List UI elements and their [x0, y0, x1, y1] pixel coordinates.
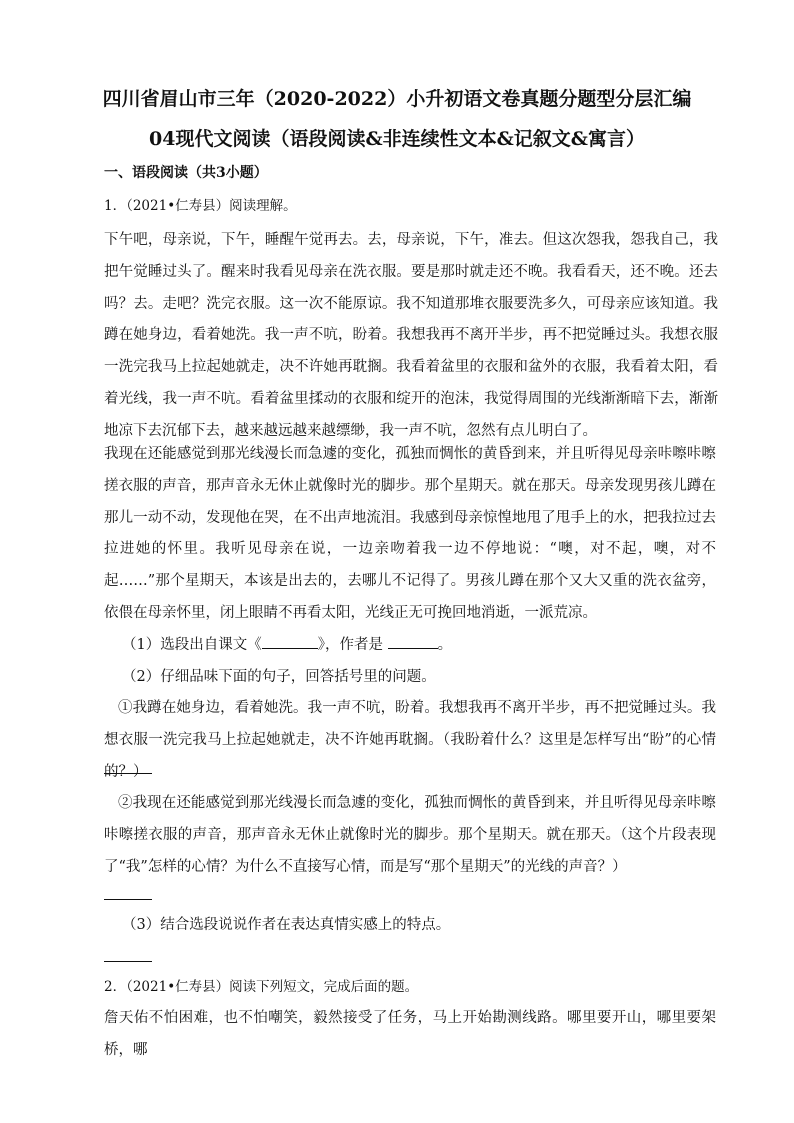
document-subtitle: 04现代文阅读（语段阅读&非连续性文本&记叙文&寓言） [149, 128, 645, 150]
answer-line-sub-3[interactable] [104, 961, 152, 962]
section-heading: 一、语段阅读（共3小题） [104, 165, 268, 181]
question-1-heading: 1．（2021•仁寿县）阅读理解。 [104, 198, 297, 214]
question-2-passage-paragraph-1: 詹天佑不怕困难，也不怕嘲笑，毅然接受了任务，马上开始勘测线路。哪里要开山，哪里要架桥，哪 [104, 1010, 716, 1058]
question-1-sub-2-item-1: ①我蹲在她身边，看着她洗。我一声不吭，盼着。我想我再不离开半步，再不把觉睡过头。我想衣服一洗完我马上拉起她就走，决不许她再耽搁。（我盼着什么？这里是怎样写出“盼”的心情的？） [104, 700, 716, 780]
answer-line-sub-2-item-2[interactable] [104, 899, 152, 900]
question-1-sub-1: （1）选段出自课文《 》，作者是 。 [122, 630, 718, 662]
question-2-heading: 2．（2021•仁寿县）阅读下列短文，完成后面的题。 [104, 979, 419, 995]
answer-line-sub-2-item-1[interactable] [104, 773, 152, 774]
question-1-sub-2: （2）仔细品味下面的句子，回答括号里的问题。 [122, 669, 436, 685]
author-blank[interactable] [388, 634, 438, 649]
book-title-blank[interactable] [262, 634, 318, 649]
document-title: 四川省眉山市三年（2020-2022）小升初语文卷真题分题型分层汇编 [102, 88, 692, 110]
question-1-sub-3: （3）结合选段说说作者在表达真情实感上的特点。 [122, 917, 451, 933]
question-1-sub-2-item-2: ②我现在还能感觉到那光线漫长而急遽的变化，孤独而惆怅的黄昏到来，并且听得见母亲咔嚓咔嚓搓衣服的声音，那声音永无休止就像时光的脚步。那个星期天。就在那天。（这个片段表现了“我”怎样的心情？为什么不直接写心情，而是写“那个星期天”的光线的声音？） [104, 795, 716, 875]
question-1-passage-paragraph-2: 我现在还能感觉到那光线漫长而急遽的变化，孤独而惆怅的黄昏到来，并且听得见母亲咔嚓咔嚓搓衣服的声音，那声音永无休止就像时光的脚步。那个星期天。就在那天。母亲发现男孩儿蹲在那儿一动不动，发现他在哭，在不出声地流泪。我感到母亲惊惶地甩了甩手上的水，把我拉过去拉进她的怀里。我听见母亲在说，一边亲吻着我一边不停地说：“噢，对不起，噢，对不起……”那个星期天，本该是出去的，去哪儿不记得了。男孩儿蹲在那个又大又重的洗衣盆旁，依偎在母亲怀里，闭上眼睛不再看太阳，光线正无可挽回地消逝，一派荒凉。 [104, 446, 716, 621]
question-1-passage-paragraph-1: 下午吧，母亲说，下午，睡醒午觉再去。去，母亲说，下午，准去。但这次怨我，怨我自己，我把午觉睡过头了。醒来时我看见母亲在洗衣服。要是那时就走还不晚。我看看天，还不晚。还去吗？去。走吧？洗完衣服。这一次不能原谅。我不知道那堆衣服要洗多久，可母亲应该知道。我蹲在她身边，看着她洗。我一声不吭，盼着。我想我再不离开半步，再不把觉睡过头。我想衣服一洗完我马上拉起她就走，决不许她再耽搁。我看着盆里的衣服和盆外的衣服，我看着太阳，看着光线，我一声不吭。看着盆里揉动的衣服和绽开的泡沫，我觉得周围的光线渐渐暗下去，渐渐地凉下去沉郁下去，越来越远越来越缥缈，我一声不吭，忽然有点儿明白了。 [104, 232, 718, 439]
